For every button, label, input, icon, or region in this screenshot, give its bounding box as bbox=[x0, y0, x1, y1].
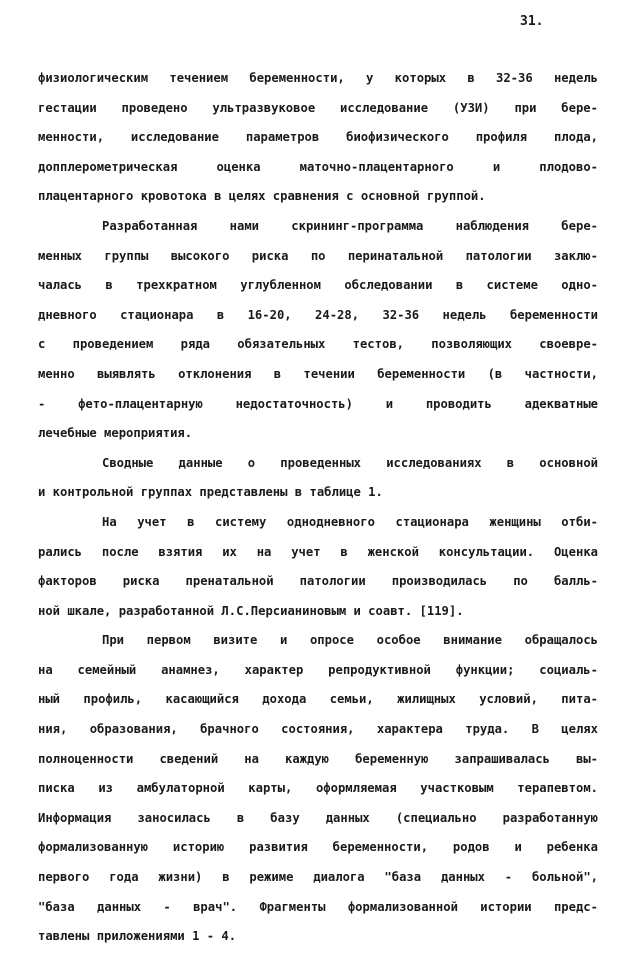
text-line: На учет в систему однодневного стационара женщины отби- bbox=[102, 514, 598, 529]
text-line: ный профиль, касающийся дохода семьи, жилищных условий, пита- bbox=[38, 692, 598, 707]
text-line: менно выявлять отклонения в течении беременности (в частности, bbox=[38, 366, 598, 381]
text-line: рались после взятия их на учет в женской консультации. Оценка bbox=[38, 544, 598, 559]
text-line: полноценности сведений на каждую беременную запрашивалась вы- bbox=[38, 751, 598, 766]
text-line: - фето-плацентарную недостаточность) и проводить адекватные bbox=[38, 396, 598, 411]
text-line: менных группы высокого риска по перинатальной патологии заклю- bbox=[38, 248, 598, 263]
text-line: чалась в трехкратном углубленном обследовании в системе одно- bbox=[38, 278, 598, 293]
text-line: физиологическим течением беременности, у которых в 32-36 недель bbox=[38, 71, 598, 85]
text-line: При первом визите и опросе особое внимание обращалось bbox=[102, 633, 598, 648]
page-number: 31. bbox=[520, 14, 544, 29]
text-line: "база данных - врач". Фрагменты формализованной истории предс- bbox=[38, 899, 598, 914]
text-line: на семейный анамнез, характер репродуктивной функции; социаль- bbox=[38, 662, 598, 677]
text-line: формализованную историю развития беременности, родов и ребенка bbox=[38, 840, 598, 855]
text-line: дневного стационара в 16-20, 24-28, 32-36 недель беременности bbox=[38, 307, 598, 322]
text-line: плацентарного кровотока в целях сравнения с основной группой. bbox=[38, 189, 486, 204]
text-line: гестации проведено ультразвуковое исследование (УЗИ) при бере- bbox=[38, 100, 598, 115]
text-line: Информация заносилась в базу данных (специально разработанную bbox=[38, 810, 598, 825]
text-line: лечебные мероприятия. bbox=[38, 426, 193, 441]
text-line: писка из амбулаторной карты, оформляемая участковым терапевтом. bbox=[38, 781, 598, 796]
text-line: первого года жизни) в режиме диалога "база данных - больной", bbox=[38, 870, 598, 885]
text-line: менности, исследование параметров биофизического профиля плода, bbox=[38, 130, 598, 145]
text-line: факторов риска пренатальной патологии производилась по балль- bbox=[38, 574, 598, 589]
text-line: ния, образования, брачного состояния, характера труда. В целях bbox=[38, 722, 598, 737]
text-line: Сводные данные о проведенных исследованиях в основной bbox=[102, 455, 598, 470]
text-line: тавлены приложениями 1 - 4. bbox=[38, 929, 237, 944]
text-line: допплерометрическая оценка маточно-плацентарного и плодово- bbox=[38, 159, 598, 174]
text-line: ной шкале, разработанной Л.С.Персианиновым и соавт. [119]. bbox=[38, 603, 464, 618]
body-text bbox=[38, 64, 598, 952]
text-line: и контрольной группах представлены в таблице 1. bbox=[38, 485, 383, 500]
text-line: Разработанная нами скрининг-программа наблюдения бере- bbox=[102, 218, 598, 233]
text-line: с проведением ряда обязательных тестов, позволяющих своевре- bbox=[38, 337, 598, 352]
